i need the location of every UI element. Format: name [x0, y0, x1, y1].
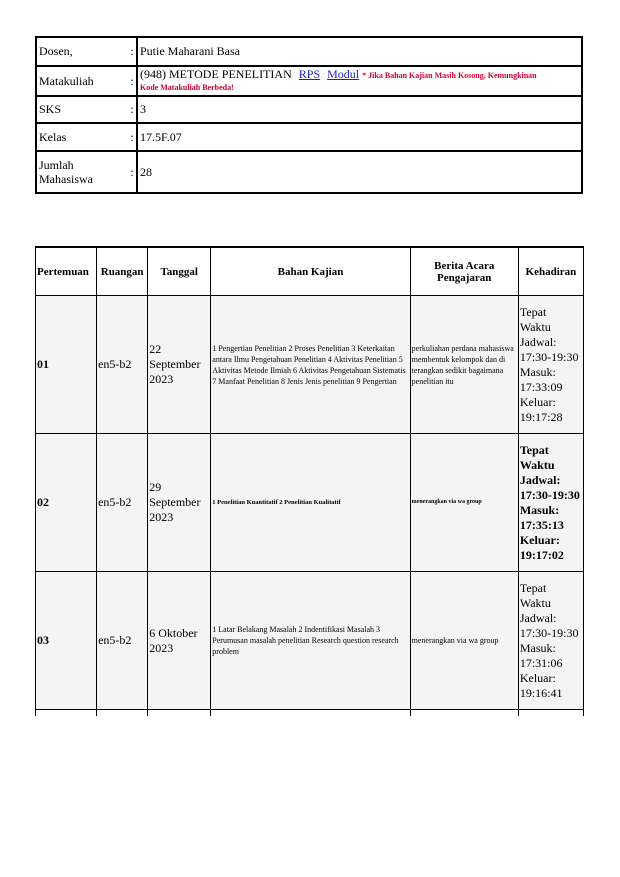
kehadiran-line: Jadwal: [519, 610, 557, 625]
course-code-note: Kode Matakuliah Berbeda! [140, 83, 234, 92]
kehadiran-line: Tepat [519, 580, 547, 595]
modul-link[interactable]: Modul [327, 67, 360, 81]
jumlah-label [36, 151, 128, 193]
header-tanggal: Tanggal [148, 247, 211, 296]
dosen-label: Dosen, [36, 37, 128, 66]
info-row-jumlah [36, 151, 582, 193]
rps-link[interactable]: RPS [298, 67, 321, 81]
jumlah-value: 28 [137, 151, 582, 193]
kehadiran-line: 17:30-19:30 [519, 487, 580, 502]
bahan-kajian-cell: 1 Penelitian Kuantitatif 2 Penelitian Kualitatif [211, 434, 410, 572]
info-row-matakuliah [36, 66, 582, 96]
ruangan-cell: en5-b2 [97, 572, 148, 710]
table-row [36, 296, 584, 434]
pertemuan-cell: 03 [36, 572, 97, 710]
kehadiran-line: Waktu [519, 595, 551, 610]
header-pertemuan: Pertemuan [36, 247, 97, 296]
kehadiran-line: 19:17:28 [519, 409, 563, 424]
kelas-label: Kelas [36, 123, 128, 151]
kehadiran-line: 19:16:41 [519, 685, 563, 700]
kehadiran-line: 17:30-19:30 [519, 349, 579, 364]
berita-acara-cell: menerangkan via wa group [410, 434, 518, 572]
kehadiran-line: Waktu [519, 457, 555, 472]
kehadiran-line: Jadwal: [519, 472, 561, 487]
jumlah-label-line2: Mahasiswa [39, 172, 93, 186]
tanggal-cell: 29 September 2023 [148, 434, 211, 572]
kehadiran-line: 19:17:02 [519, 547, 564, 562]
header-kehadiran: Kehadiran [518, 247, 583, 296]
ruangan-cell: en5-b2 [97, 434, 148, 572]
info-row-dosen [36, 37, 582, 66]
kehadiran-line: 17:33:09 [519, 379, 563, 394]
header-ruangan: Ruangan [97, 247, 148, 296]
kehadiran-line: Waktu [519, 319, 551, 334]
kehadiran-cell [518, 296, 583, 434]
dosen-value: Putie Maharani Basa [137, 37, 582, 66]
kehadiran-cell [518, 434, 583, 572]
course-info-table [35, 36, 583, 194]
info-row-kelas [36, 123, 582, 151]
kehadiran-line: Tepat [519, 304, 547, 319]
info-row-sks [36, 96, 582, 123]
colon: : [128, 123, 137, 151]
bahan-kajian-cell: 1 Pengertian Penelitian 2 Proses Penelitian 3 Keterkaitan antara Ilmu Pengetahuan Penelitian 4 Aktivitas Penelitian 5 Aktivitas Metode Ilmiah 6 Aktivitas Pengetahuan Sistematis 7 Manfaat Penelitian 8 Jenis Jenis penelitian 9 Pengertian [211, 296, 410, 434]
table-row-continuation [36, 710, 584, 717]
kehadiran-line: Keluar: [519, 394, 556, 409]
matakuliah-value: (948) METODE PENELITIAN [140, 67, 292, 81]
kehadiran-line: 17:35:13 [519, 517, 564, 532]
kehadiran-line: Masuk: [519, 364, 556, 379]
kehadiran-line: Keluar: [519, 670, 556, 685]
colon: : [128, 96, 137, 123]
empty-material-note: * Jika Bahan Kajian Masih Kosong, Kemungkinan [362, 71, 537, 80]
table-row [36, 434, 584, 572]
attendance-table [35, 246, 584, 716]
jumlah-label-line1: Jumlah [39, 158, 74, 172]
bahan-kajian-cell: 1 Latar Belakang Masalah 2 Indentifikasi Masalah 3 Perumusan masalah penelitian Research question research problem [211, 572, 410, 710]
table-row [36, 572, 584, 710]
kehadiran-line: Masuk: [519, 640, 556, 655]
matakuliah-label: Matakuliah [36, 66, 128, 96]
kelas-value: 17.5F.07 [137, 123, 582, 151]
kehadiran-line: Jadwal: [519, 334, 557, 349]
tanggal-cell: 22 September 2023 [148, 296, 211, 434]
pertemuan-cell: 01 [36, 296, 97, 434]
kehadiran-line: 17:30-19:30 [519, 625, 579, 640]
colon: : [128, 66, 137, 96]
ruangan-cell: en5-b2 [97, 296, 148, 434]
matakuliah-value-cell [137, 66, 582, 96]
header-berita-acara: Berita Acara Pengajaran [410, 247, 518, 296]
pertemuan-cell: 02 [36, 434, 97, 572]
kehadiran-cell [518, 572, 583, 710]
kehadiran-line: Tepat [519, 442, 549, 457]
header-bahan-kajian: Bahan Kajian [211, 247, 410, 296]
sks-label: SKS [36, 96, 128, 123]
sks-value: 3 [137, 96, 582, 123]
kehadiran-line: 17:31:06 [519, 655, 563, 670]
berita-acara-cell: menerangkan via wa group [410, 572, 518, 710]
attendance-header-row [36, 247, 584, 296]
kehadiran-line: Keluar: [519, 532, 560, 547]
colon: : [128, 37, 137, 66]
colon: : [128, 151, 137, 193]
berita-acara-cell: perkuliahan perdana mahasiswa membentuk kelompok dan di terangkan sedikit bagaimana penelitian itu [410, 296, 518, 434]
kehadiran-line: Masuk: [519, 502, 560, 517]
tanggal-cell: 6 Oktober 2023 [148, 572, 211, 710]
